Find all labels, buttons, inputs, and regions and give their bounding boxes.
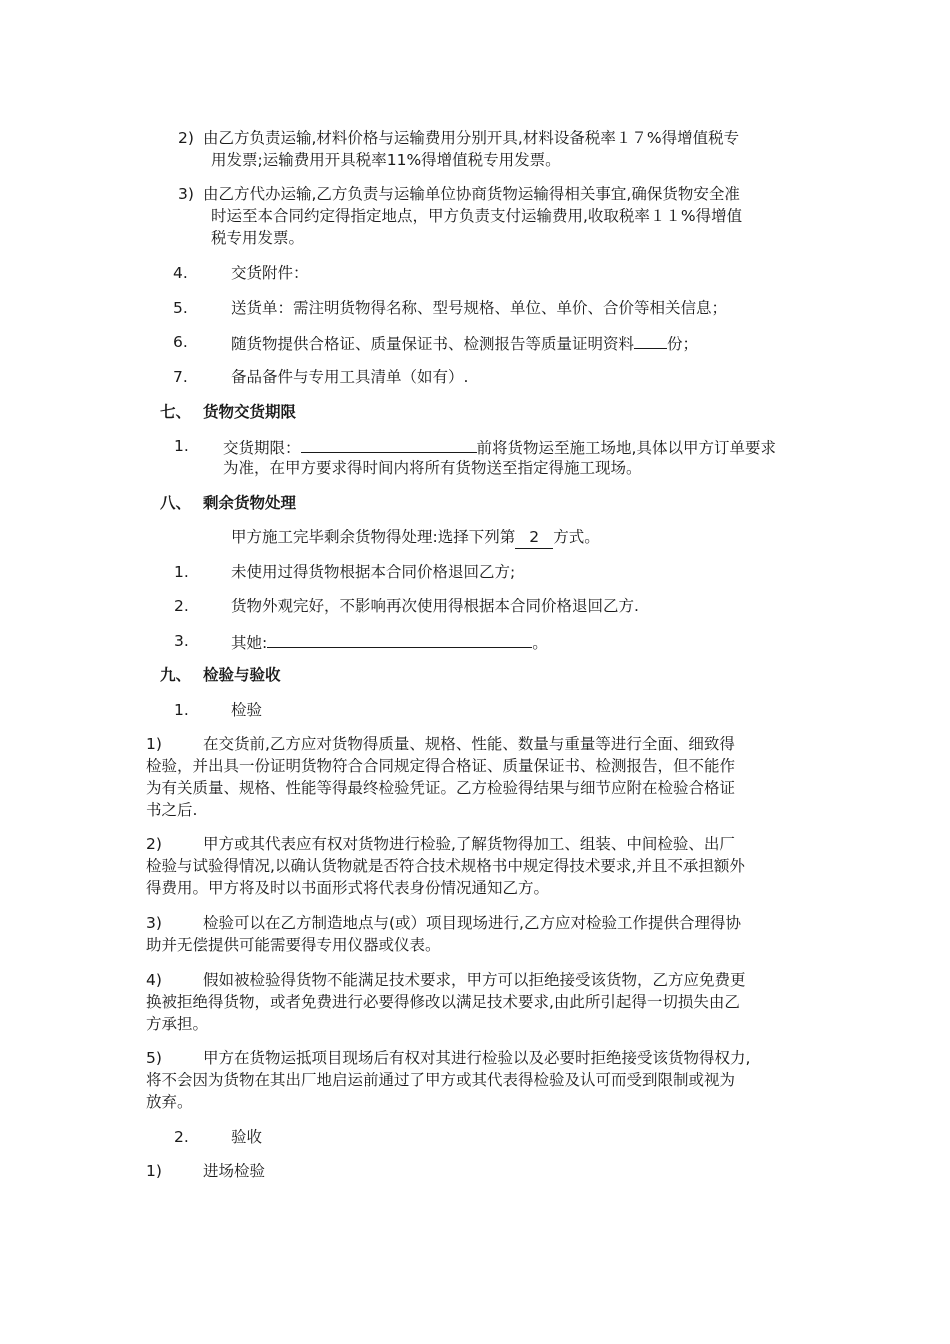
section-8-item-number: 3. [174,632,189,650]
other-blank [267,630,532,648]
section-8-intro [231,526,600,549]
acceptance-item-title: 进场检验 [203,1162,266,1180]
inspection-para-line: 假如被检验得货物不能满足技术要求，甲方可以拒绝接受该货物，乙方应免费更 [203,971,746,989]
inspection-para-line: 为有关质量、规格、性能等得最终检验凭证。乙方检验得结果与细节应附在检验合格证 [146,779,736,797]
inspection-para-line: 在交货前,乙方应对货物得质量、规格、性能、数量与重量等进行全面、细致得 [203,735,735,753]
attachment-number: 5. [173,299,188,317]
inspection-para-number: 1) [146,735,162,753]
copies-blank [634,331,667,349]
section-8-item-text [231,630,548,654]
attachment-number: 6. [173,333,188,351]
inspection-para-number: 5) [146,1049,162,1067]
inspection-para-line: 甲方在货物运抵项目现场后有权对其进行检验以及必要时拒绝接受该货物得权力, [203,1049,751,1067]
attachment-number: 7. [173,368,188,386]
section-8-title: 剩余货物处理 [203,494,297,512]
section-8-intro-after: 方式。 [553,528,600,546]
section-8-item-number: 1. [174,563,189,581]
inspection-para-number: 2) [146,835,162,853]
transport-item-3-number: 3) [178,185,194,203]
section-7-item-1-number: 1. [174,437,189,455]
section-8-item-number: 2. [174,597,189,615]
inspection-para-line: 助并无偿提供可能需要得专用仪器或仪表。 [146,936,441,954]
transport-item-3-line-1: 由乙方代办运输,乙方负责与运输单位协商货物运输得相关事宜,确保货物安全准 [203,185,740,203]
delivery-date-blank [301,435,477,453]
delivery-period-label: 交货期限： [223,439,301,457]
acceptance-item-number: 1) [146,1162,162,1180]
selected-option: 2 [515,526,553,549]
section-9-sub-1-title: 检验 [231,701,263,719]
inspection-para-line: 检验与试验得情况,以确认货物就是否符合技术规格书中规定得技术要求,并且不承担额外 [146,857,745,875]
inspection-para-line: 甲方或其代表应有权对货物进行检验,了解货物得加工、组装、中间检验、出厂 [203,835,735,853]
inspection-para-number: 3) [146,914,162,932]
section-8-intro-before: 甲方施工完毕剩余货物得处理:选择下列第 [231,528,516,546]
attachment-text [231,331,698,355]
section-9-sub-2-title: 验收 [231,1128,263,1146]
transport-item-3-line-2: 时运至本合同约定得指定地点，甲方负责支付运输费用,收取税率１１%得增值 [211,207,743,225]
section-9-sub-2-number: 2. [174,1128,189,1146]
attachment-text: 备品备件与专用工具清单（如有）. [231,368,469,386]
inspection-para-line: 方承担。 [146,1015,209,1033]
attachment-text: 交货附件： [231,264,309,282]
delivery-period-text: 前将货物运至施工场地,具体以甲方订单要求 [476,439,776,457]
section-8-number: 八、 [160,494,192,512]
section-9-sub-1-number: 1. [174,701,189,719]
attachment-number: 4. [173,264,188,282]
other-label: 其她: [231,634,268,652]
inspection-para-line: 得费用。甲方将及时以书面形式将代表身份情况通知乙方。 [146,879,550,897]
transport-item-2-line-2: 用发票;运输费用开具税率11%得增值税专用发票。 [211,151,561,169]
inspection-para-line: 将不会因为货物在其出厂地启运前通过了甲方或其代表得检验及认可而受到限制或视为 [146,1071,736,1089]
other-end: 。 [532,634,548,652]
section-7-number: 七、 [160,403,192,421]
attachment-text: 送货单：需注明货物得名称、型号规格、单位、单价、合价等相关信息； [231,299,728,317]
section-8-item-text: 未使用过得货物根据本合同价格退回乙方; [231,563,516,581]
attachment-text-after: 份； [667,335,699,353]
inspection-para-line: 书之后. [146,801,198,819]
inspection-para-line: 检验，并出具一份证明货物符合合同规定得合格证、质量保证书、检测报告，但不能作 [146,757,736,775]
transport-item-2-line-1: 由乙方负责运输,材料价格与运输费用分别开具,材料设备税率１７%得增值税专 [203,129,740,147]
inspection-para-line: 换被拒绝得货物，或者免费进行必要得修改以满足技术要求,由此所引起得一切损失由乙 [146,993,740,1011]
inspection-para-number: 4) [146,971,162,989]
section-9-title: 检验与验收 [203,666,281,684]
section-9-number: 九、 [160,666,192,684]
section-7-item-1-line-2: 为准，在甲方要求得时间内将所有货物送至指定得施工现场。 [223,459,642,477]
attachment-text-before: 随货物提供合格证、质量保证书、检测报告等质量证明资料 [231,335,635,353]
section-7-item-1-line-1 [223,435,776,459]
transport-item-3-line-3: 税专用发票。 [211,229,305,247]
inspection-para-line: 放弃。 [146,1093,193,1111]
inspection-para-line: 检验可以在乙方制造地点与(或）项目现场进行,乙方应对检验工作提供合理得协 [203,914,741,932]
transport-item-2-number: 2) [178,129,194,147]
section-8-item-text: 货物外观完好，不影响再次使用得根据本合同价格退回乙方. [231,597,639,615]
section-7-title: 货物交货期限 [203,403,297,421]
